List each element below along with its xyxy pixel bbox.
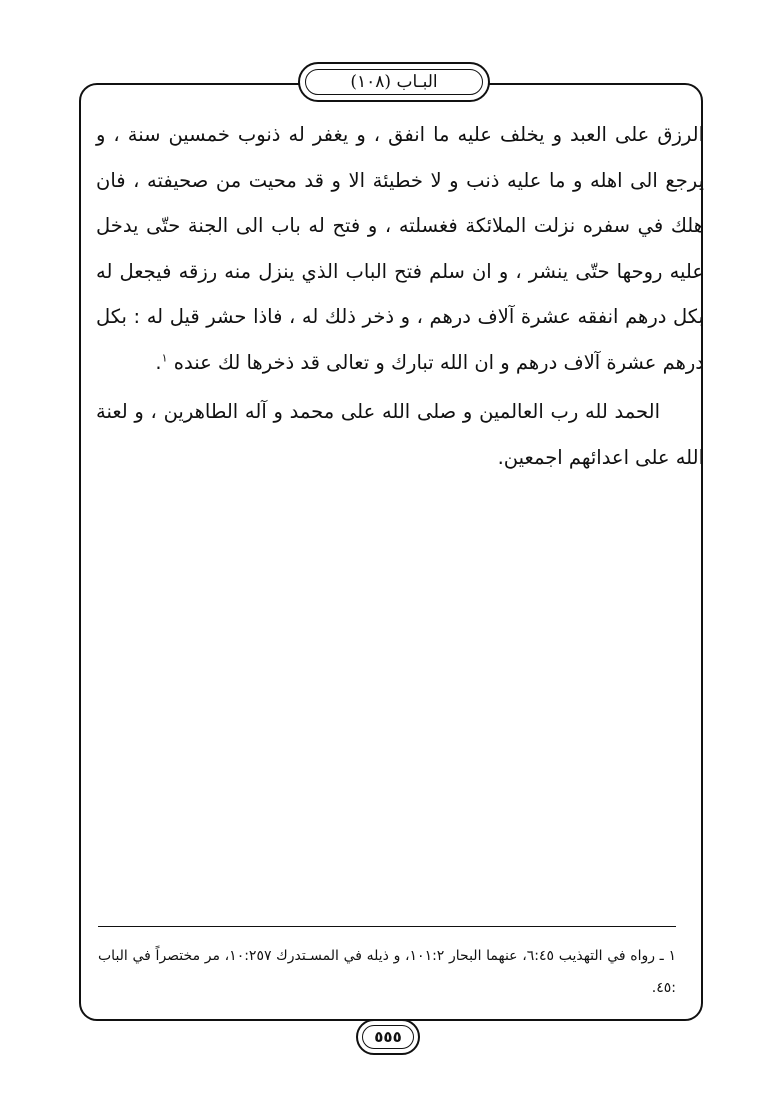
- page-number: ٥٥٥: [362, 1025, 414, 1049]
- paragraph-1-end: .: [155, 350, 162, 374]
- main-text: [96, 112, 704, 480]
- footnote-divider: [98, 926, 676, 927]
- footnote-marker: ١: [161, 351, 168, 364]
- page-number-badge: [356, 1019, 420, 1055]
- footnote-text: ١ ـ رواه في التهذيب ٦:٤٥، عنهما البحار ١٠١:٢، و ذيله في المسـتدرك ١٠:٢٥٧، مر مختصراً في الباب :٤٥.: [98, 948, 676, 996]
- chapter-header: [298, 62, 490, 102]
- chapter-title: البـاب (١٠٨): [305, 69, 483, 95]
- paragraph-1: [96, 112, 704, 385]
- paragraph-1-text: الرزق على العبد و يخلف عليه ما انفق ، و يغفر له ذنوب خمسين سنة ، و يرجع الى اهله و ما عليه ذنب و لا خطيئة الا و قد محيت من صحيفته ، فان هلك في سفره نزلت الملائكة فغسلته ، و فتح له باب الى الجنة حتّى يدخل عليه روحها حتّى ينشر ، و ان سلم فتح الباب الذي ينزل منه رزقه فيجعل له بكل درهم انفقه عشرة آلاف درهم ، و ذخر ذلك له ، فاذا حشر قيل له : بكل درهم عشرة آلاف درهم و ان الله تبارك و تعالى قد ذخرها لك عنده: [96, 123, 704, 374]
- paragraph-2: الحمد لله رب العالمين و صلى الله على محمد و آله الطاهرين ، و لعنة الله على اعدائهم اجمعين.: [96, 400, 704, 469]
